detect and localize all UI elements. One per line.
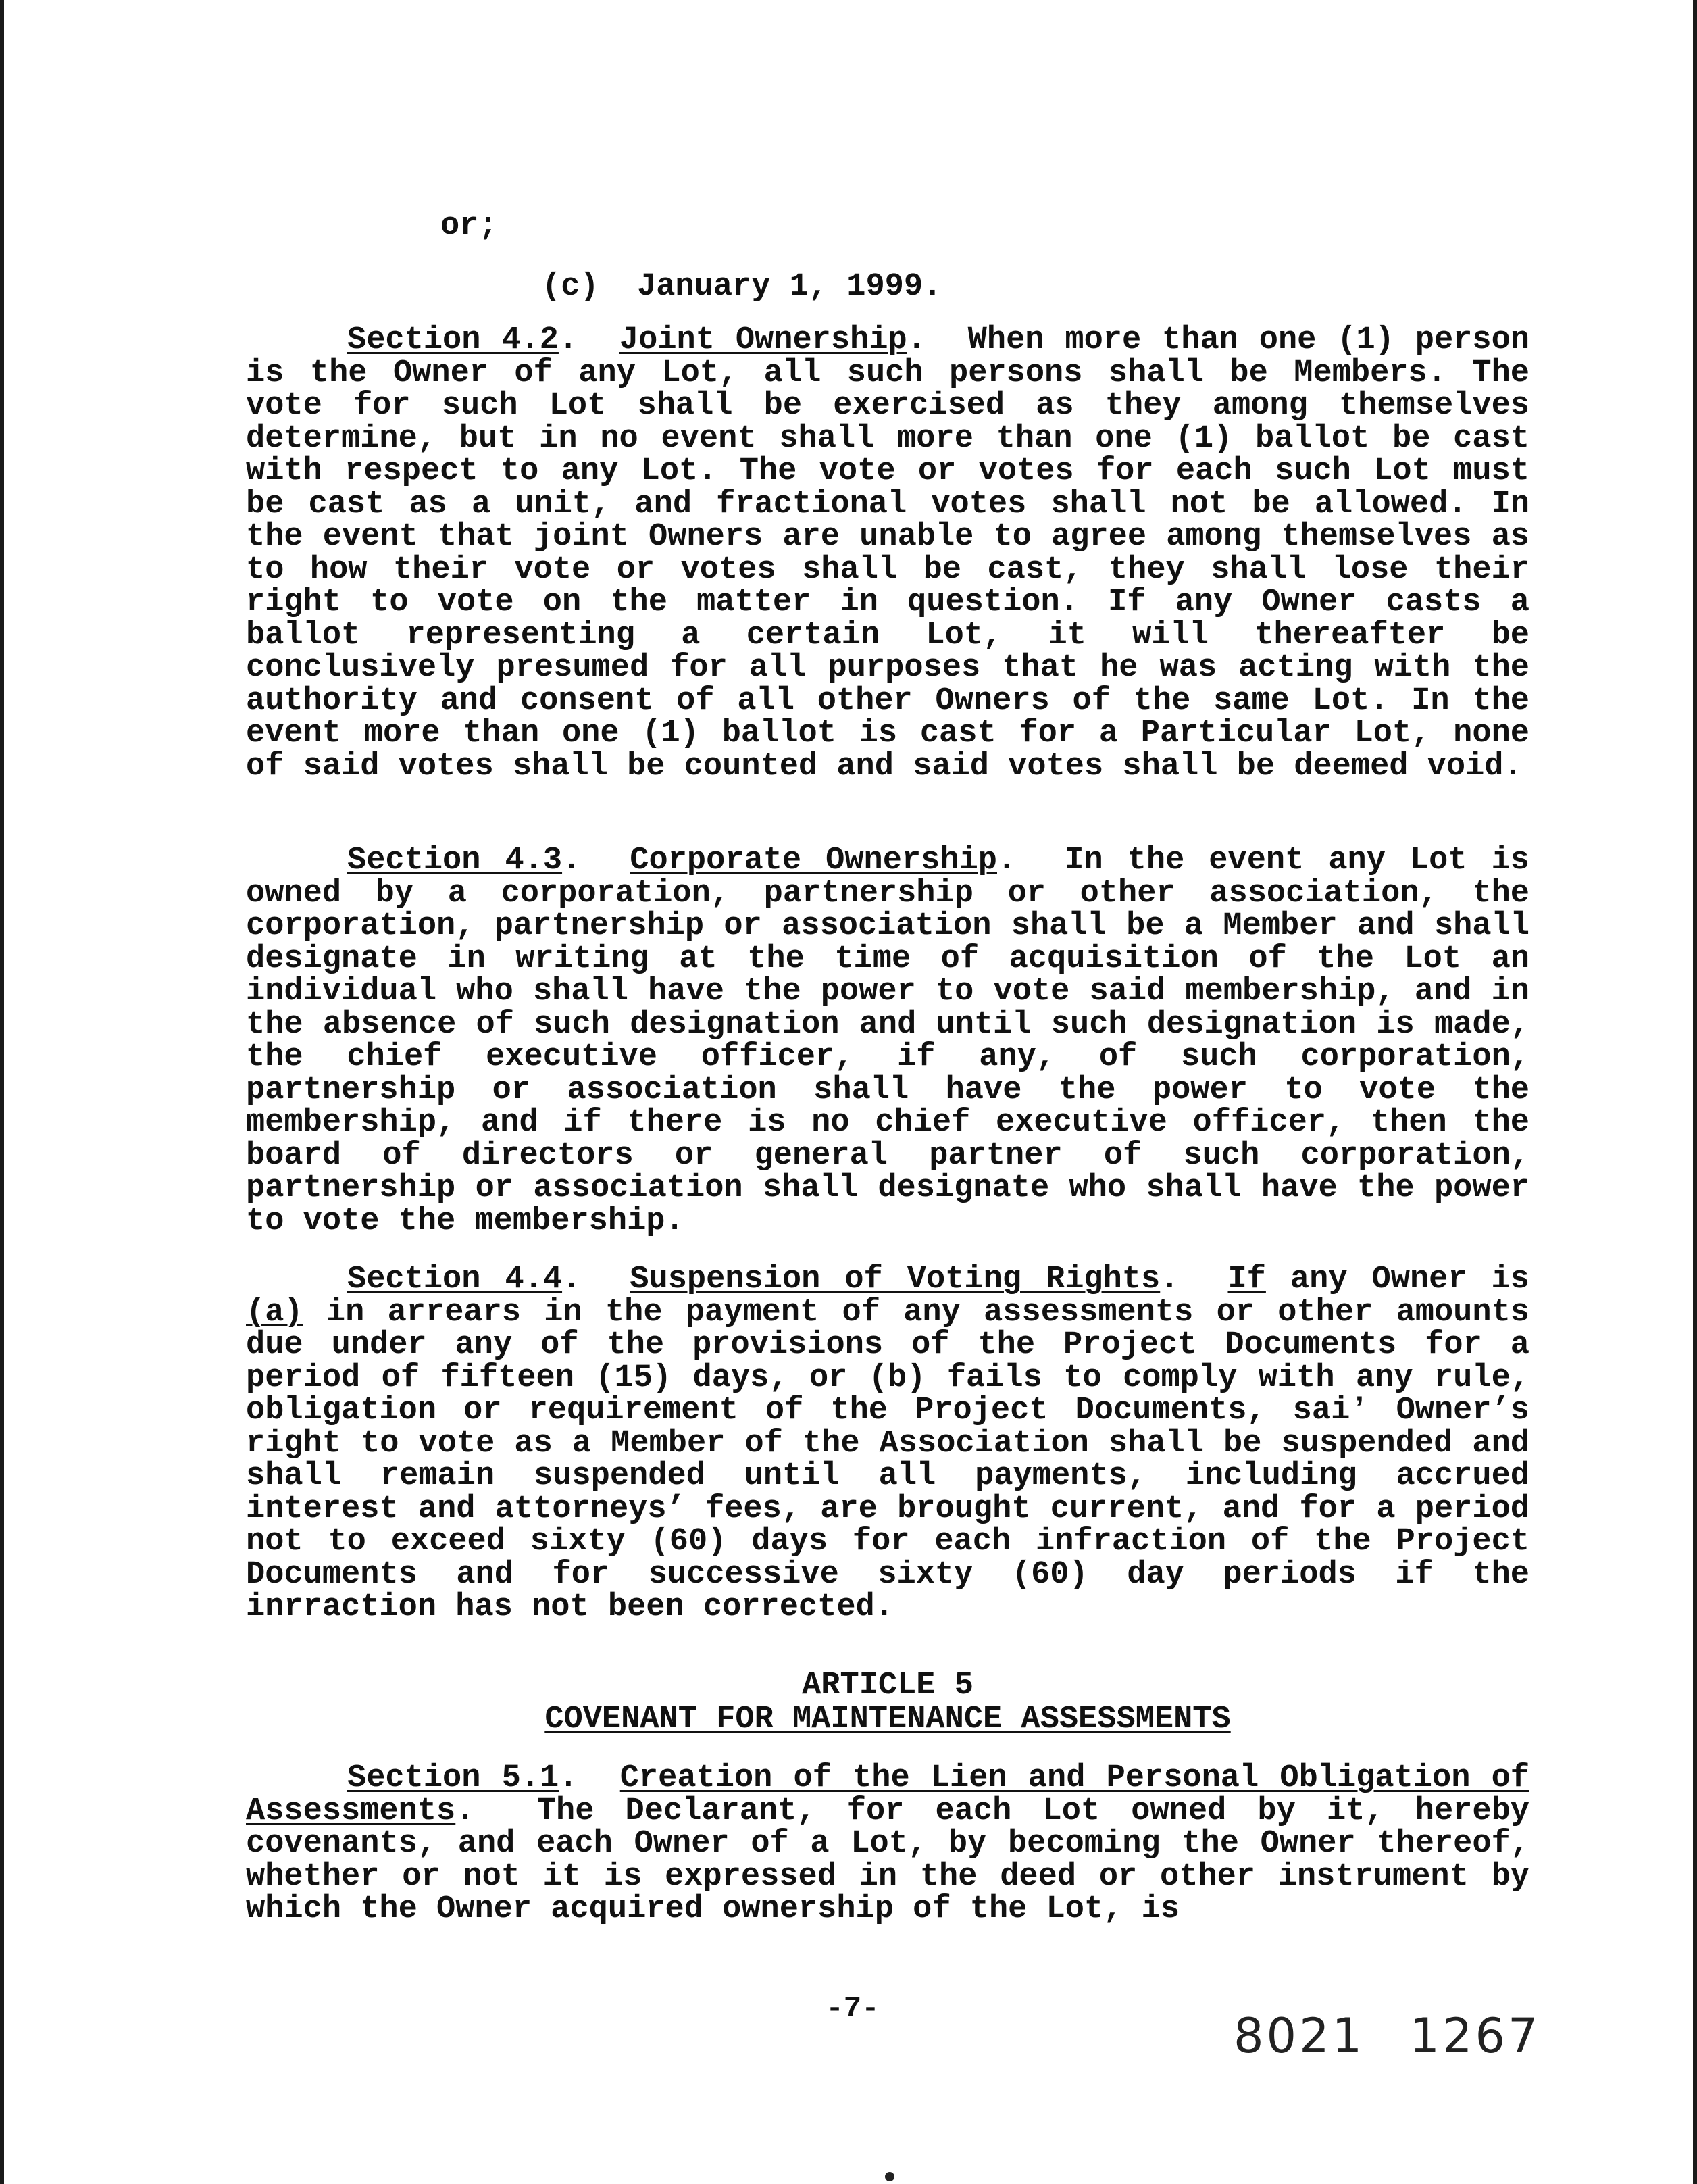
section-5-1-number: Section 5.1 bbox=[347, 1760, 559, 1796]
section-4-4-marker-a: (a) bbox=[246, 1294, 303, 1331]
scan-speck bbox=[885, 2172, 894, 2181]
article-title bbox=[246, 1703, 1529, 1737]
section-4-4-body: in arrears in the payment of any assessments or other amounts due under any of the provisions of the Project Documents for a period of fifteen (15) days, or (b) fails to comply with any rule, obligation or requirement of the Project Documents, saiʼ Owner’s right to vote as a Member of the Association shall be suspended and shall remain suspended until all payments, including accrued interest and attorneys’ fees, are brought current, and for a period not to exceed sixty (60) days for each infraction of the Project Documents and for successive sixty (60) day periods if the inrraction has not been corrected. bbox=[246, 1294, 1529, 1625]
page-number: -7- bbox=[826, 1992, 880, 2026]
section-4-4-lead-if: If bbox=[1227, 1262, 1266, 1297]
clause-c: (c) January 1, 1999. bbox=[542, 269, 942, 305]
section-5-1-body: The Declarant, for each Lot owned by it, hereby covenants, and each Owner of a Lot, by becoming the Owner thereof, whether or not it is expressed in the deed or other instrument by which the Owner acquired ownership of the Lot, is bbox=[246, 1793, 1529, 1927]
section-4-2-body: When more than one (1) person is the Owner of any Lot, all such persons shall be Members. The vote for such Lot shall be exercised as they among themselves determine, but in no event shall more than one (1) ballot be cast with respect to any Lot. The vote or votes for each such Lot must be cast as a unit, and fractional votes shall not be allowed. In the event that joint Owners are unable to agree among themselves as to how their vote or votes shall be cast, they shall lose their right to vote on the matter in question. If any Owner casts a ballot representing a certain Lot, it will thereafter be conclusively presumed for all purposes that he was acting with the authority and consent of all other Owners of the same Lot. In the event more than one (1) ballot is cast for a Particular Lot, none of said votes shall be counted and said votes shall be deemed void. bbox=[246, 322, 1529, 785]
article-title-text: COVENANT FOR MAINTENANCE ASSESSMENTS bbox=[544, 1702, 1231, 1737]
article-number: ARTICLE 5 bbox=[802, 1668, 973, 1704]
section-4-4-lead-rest: any Owner is bbox=[1290, 1262, 1529, 1297]
section-4-3: Section 4.3. Corporate Ownership. In the event any Lot is owned by a corporation, partnership or other association, the corporation, partnership or association shall be a Member and shall designate in writing at the time of acquisition of the Lot an individual who shall have the power to vote said membership, and in the absence of such designation and until such designation is made, the chief executive officer, if any, of such corporation, partnership or association shall have the power to vote the membership, and if there is no chief executive officer, then the board of directors or general partner of such corporation, partnership or association shall designate who shall have the power to vote the membership. bbox=[246, 843, 1529, 1239]
section-4-2-number: Section 4.2 bbox=[347, 322, 559, 358]
section-5-1: Section 5.1. Creation of the Lien and Personal Obligation of Assessments. The Declarant, for each Lot owned by it, hereby covenants, and each Owner of a Lot, by becoming the Owner thereof, whether or not it is expressed in the deed or other instrument by which the Owner acquired ownership of the Lot, is bbox=[246, 1760, 1529, 1927]
section-4-2-title: Joint Ownership bbox=[619, 322, 907, 358]
section-4-4: Section 4.4. Suspension of Voting Rights. If any Owner is (a) in arrears in the payment of any assessments or other amounts due under any of the provisions of the Project Documents for a period of fifteen (15) days, or (b) fails to comply with any rule, obligation or requirement of the Project Documents, saiʼ Owner’s right to vote as a Member of the Association shall be suspended and shall remain suspended until all payments, including accrued interest and attorneys’ fees, are brought current, and for a period not to exceed sixty (60) days for each infraction of the Project Documents and for successive sixty (60) day periods if the inrraction has not been corrected. bbox=[246, 1262, 1529, 1625]
section-4-3-title: Corporate Ownership bbox=[630, 843, 997, 878]
document-stamp-number: 8021 1267 bbox=[1234, 2008, 1541, 2064]
section-4-2: Section 4.2. Joint Ownership. When more than one (1) person is the Owner of any Lot, all such persons shall be Members. The vote for such Lot shall be exercised as they among themselves determine, but in no event shall more than one (1) ballot be cast with respect to any Lot. The vote or votes for each such Lot must be cast as a unit, and fractional votes shall not be allowed. In the event that joint Owners are unable to agree among themselves as to how their vote or votes shall be cast, they shall lose their right to vote on the matter in question. If any Owner casts a ballot representing a certain Lot, it will thereafter be conclusively presumed for all purposes that he was acting with the authority and consent of all other Owners of the same Lot. In the event more than one (1) ballot is cast for a Particular Lot, none of said votes shall be counted and said votes shall be deemed void. bbox=[246, 322, 1529, 785]
section-5-1-title: Creation of the Lien and Personal Obligation of Assessments bbox=[246, 1760, 1529, 1829]
section-4-3-body: In the event any Lot is owned by a corporation, partnership or other association, the corporation, partnership or association shall be a Member and shall designate in writing at the time of acquisition of the Lot an individual who shall have the power to vote said membership, and in the absence of such designation and until such designation is made, the chief executive officer, if any, of such corporation, partnership or association shall have the power to vote the membership, and if there is no chief executive officer, then the board of directors or general partner of such corporation, partnership or association shall designate who shall have the power to vote the membership. bbox=[246, 843, 1529, 1239]
section-4-4-number: Section 4.4 bbox=[347, 1262, 563, 1297]
section-4-4-title: Suspension of Voting Rights bbox=[630, 1262, 1161, 1297]
intro-fragment: or; bbox=[440, 208, 498, 244]
section-4-3-number: Section 4.3 bbox=[347, 843, 563, 878]
